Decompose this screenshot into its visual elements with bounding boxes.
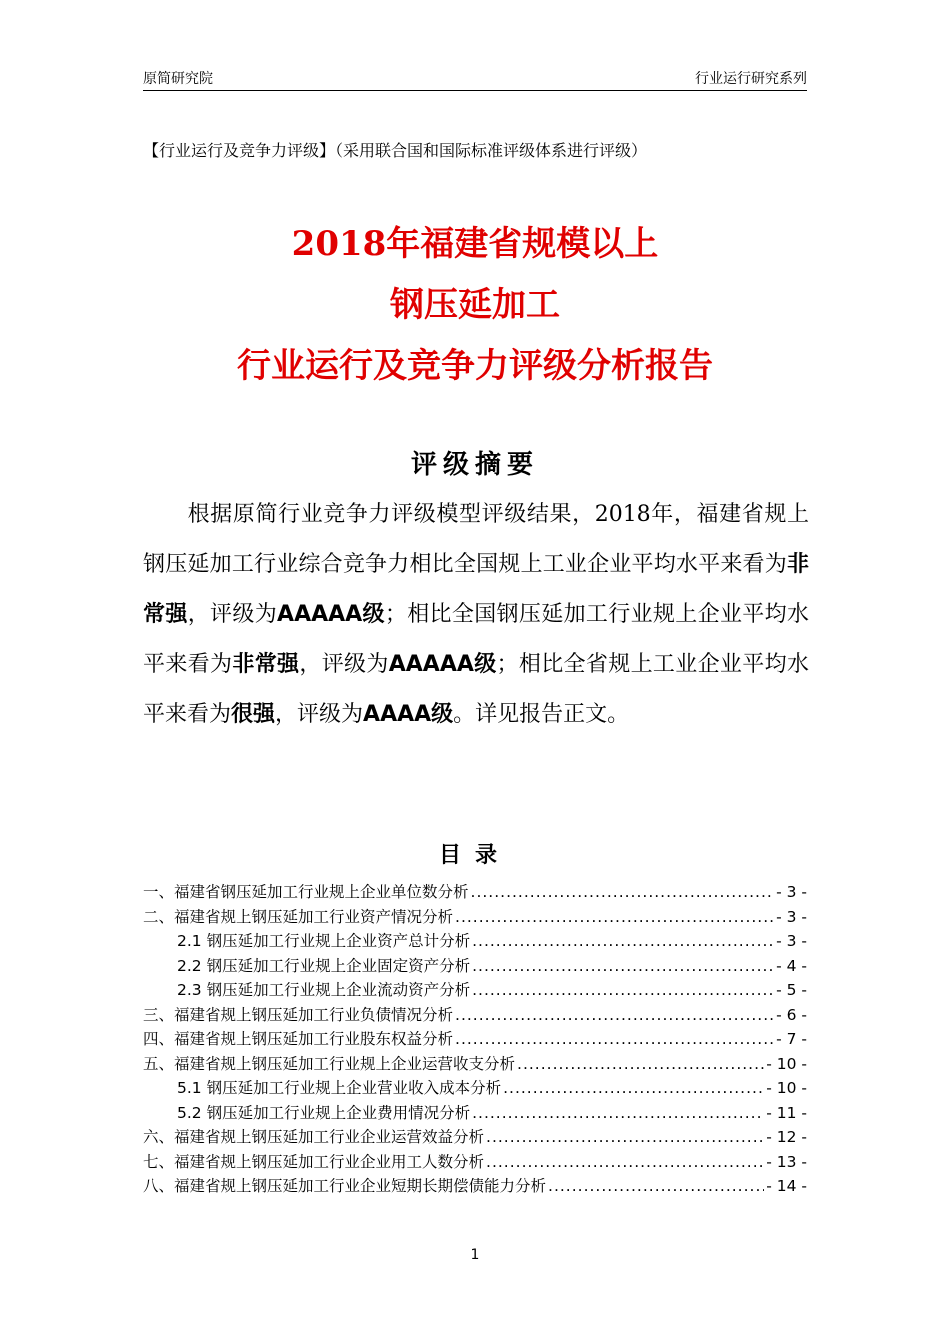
toc-entry-label: 四、福建省规上钢压延加工行业股东权益分析	[143, 1030, 454, 1048]
toc-entry-page: - 12 -	[766, 1128, 807, 1146]
toc-entry-label: 二、福建省规上钢压延加工行业资产情况分析	[143, 907, 454, 926]
toc-leader	[503, 1079, 764, 1097]
toc-entry-page: - 5 -	[776, 981, 807, 999]
summary-text: ，评级为	[187, 602, 278, 627]
toc-heading: 目录	[438, 843, 511, 868]
toc-leader	[472, 981, 774, 999]
toc-entry-label: 2.3 钢压延加工行业规上企业流动资产分析	[177, 981, 471, 999]
toc-entry-label: 2.1 钢压延加工行业规上企业资产总计分析	[177, 932, 471, 950]
toc-leader	[517, 1055, 764, 1073]
rating-grade: AAAAA级	[277, 602, 385, 627]
header-organization: 原简研究院	[143, 71, 213, 87]
toc-entry-label: 五、福建省规上钢压延加工行业规上企业运营收支分析	[143, 1054, 516, 1073]
summary-text: ；相比全国钢压延加工行业规上企业平均水平来看为	[143, 602, 809, 677]
toc-leader	[548, 1177, 764, 1195]
toc-entry[interactable]	[143, 1003, 807, 1028]
summary-text: ，评级为	[275, 702, 364, 727]
page-number: 1	[470, 1247, 480, 1263]
summary-heading: 评级摘要	[410, 450, 539, 480]
toc-entry-label: 5.2 钢压延加工行业规上企业费用情况分析	[177, 1103, 471, 1122]
summary-text: 根据原简行业竞争力评级模型评级结果，2018年，福建省规上钢压延加工行业综合竞争力相比全国规上工业企业平均水平来看为	[143, 502, 809, 577]
toc-leader	[472, 1104, 764, 1122]
rating-grade: AAAAA级	[388, 652, 497, 677]
toc-subentry[interactable]	[143, 929, 807, 954]
toc-entry-label: 三、福建省规上钢压延加工行业负债情况分析	[143, 1005, 454, 1024]
toc-entry-page: - 13 -	[766, 1152, 807, 1171]
toc-subentry[interactable]	[143, 954, 807, 979]
report-tagline: 【行业运行及竞争力评级】（采用联合国和国际标准评级体系进行评级）	[143, 141, 648, 160]
toc-entry-page: - 11 -	[766, 1103, 807, 1122]
toc-leader	[455, 1006, 774, 1024]
toc-leader	[455, 1030, 774, 1048]
toc-leader	[472, 957, 774, 975]
summary-text: ，评级为	[299, 652, 389, 677]
rating-emphasis: 很强	[231, 702, 276, 727]
toc-entry-label: 八、福建省规上钢压延加工行业企业短期长期偿债能力分析	[143, 1177, 547, 1195]
toc-leader	[472, 932, 774, 950]
toc-subentry[interactable]	[143, 1076, 807, 1101]
toc-entry-page: - 3 -	[776, 932, 807, 950]
page-header	[143, 66, 807, 91]
toc-entry[interactable]	[143, 1174, 807, 1199]
toc-leader	[486, 1153, 764, 1171]
toc-leader	[486, 1128, 764, 1146]
toc-leader	[471, 883, 775, 901]
toc-entry-label: 2.2 钢压延加工行业规上企业固定资产分析	[177, 956, 471, 975]
toc-entry[interactable]	[143, 1052, 807, 1077]
toc-entry-page: - 7 -	[776, 1030, 807, 1048]
header-series: 行业运行研究系列	[695, 71, 807, 87]
table-of-contents	[143, 880, 807, 1199]
toc-entry-page: - 10 -	[766, 1079, 807, 1097]
summary-text: 。详见报告正文。	[453, 702, 630, 727]
toc-entry-label: 七、福建省规上钢压延加工行业企业用工人数分析	[143, 1152, 485, 1171]
toc-entry-page: - 6 -	[776, 1005, 807, 1024]
toc-entry-page: - 3 -	[776, 883, 807, 901]
toc-leader	[455, 908, 774, 926]
toc-entry-page: - 14 -	[766, 1177, 807, 1195]
rating-grade: AAAA级	[363, 702, 454, 727]
toc-entry-page: - 4 -	[776, 956, 807, 975]
toc-entry-label: 六、福建省规上钢压延加工行业企业运营效益分析	[143, 1128, 485, 1146]
summary-text: ；相比全省规上工业企业平均水平来看为	[143, 652, 809, 727]
toc-entry[interactable]	[143, 880, 807, 905]
toc-entry[interactable]	[143, 1125, 807, 1150]
toc-entry-page: - 10 -	[766, 1054, 807, 1073]
rating-emphasis: 非常强	[143, 552, 809, 627]
toc-entry[interactable]	[143, 1150, 807, 1175]
toc-entry-page: - 3 -	[776, 907, 807, 926]
toc-subentry[interactable]	[143, 978, 807, 1003]
title-line-1: 2018年福建省规模以上	[291, 224, 659, 264]
toc-subentry[interactable]	[143, 1101, 807, 1126]
report-title	[100, 214, 850, 397]
title-line-2: 钢压延加工	[390, 285, 560, 325]
toc-entry[interactable]	[143, 1027, 807, 1052]
summary-paragraph	[143, 490, 809, 740]
toc-entry-label: 一、福建省钢压延加工行业规上企业单位数分析	[143, 883, 469, 901]
toc-entry-label: 5.1 钢压延加工行业规上企业营业收入成本分析	[177, 1079, 502, 1097]
title-line-3: 行业运行及竞争力评级分析报告	[237, 346, 713, 386]
toc-entry[interactable]	[143, 905, 807, 930]
rating-emphasis: 非常强	[232, 652, 300, 677]
